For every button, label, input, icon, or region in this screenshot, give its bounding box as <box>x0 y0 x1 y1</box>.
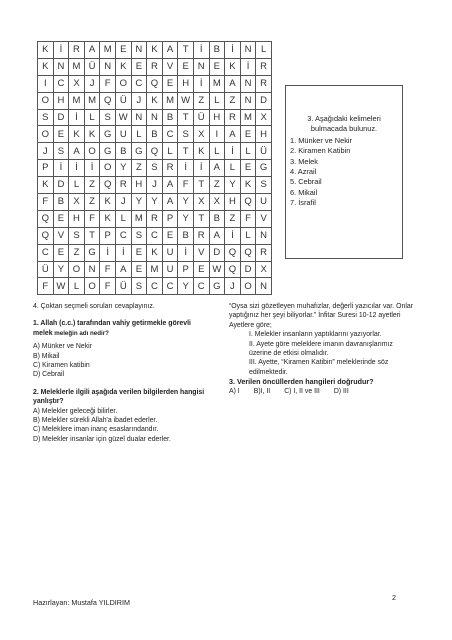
question-1-stem-tail: meleğin adı nedir? <box>52 329 109 337</box>
page-number: 2 <box>392 593 396 602</box>
grid-cell: Q <box>147 143 163 160</box>
grid-cell: T <box>84 227 100 244</box>
grid-cell: K <box>38 42 54 59</box>
grid-cell: S <box>38 109 54 126</box>
grid-cell: C <box>131 75 147 92</box>
grid-row <box>38 109 272 126</box>
grid-cell: İ <box>193 75 209 92</box>
grid-cell: B <box>147 126 163 143</box>
grid-cell: N <box>131 109 147 126</box>
grid-cell: F <box>100 278 116 295</box>
grid-cell: N <box>147 109 163 126</box>
grid-cell: Q <box>240 194 256 211</box>
grid-cell: A <box>84 42 100 59</box>
grid-cell: P <box>162 210 178 227</box>
q3-option: B)I, II <box>253 387 271 395</box>
grid-cell: W <box>178 92 194 109</box>
grid-row <box>38 194 272 211</box>
grid-cell: A <box>162 177 178 194</box>
grid-cell: O <box>69 261 85 278</box>
grid-cell: E <box>193 261 209 278</box>
grid-cell: L <box>69 278 85 295</box>
grid-cell: K <box>84 126 100 143</box>
grid-cell: Z <box>193 92 209 109</box>
grid-row <box>38 75 272 92</box>
grid-cell: F <box>38 194 54 211</box>
word-list-item: 7. İsrafil <box>290 198 316 208</box>
grid-cell: U <box>256 194 272 211</box>
grid-cell: F <box>240 210 256 227</box>
grid-cell: D <box>53 177 69 194</box>
grid-cell: S <box>131 227 147 244</box>
grid-cell: N <box>131 42 147 59</box>
grid-cell: M <box>69 58 85 75</box>
grid-cell: C <box>147 227 163 244</box>
grid-cell: W <box>115 109 131 126</box>
grid-cell: N <box>240 42 256 59</box>
grid-cell: P <box>178 261 194 278</box>
grid-cell: T <box>193 210 209 227</box>
grid-cell: Q <box>100 92 116 109</box>
grid-cell: U <box>115 126 131 143</box>
grid-cell: D <box>240 261 256 278</box>
grid-cell: J <box>225 278 241 295</box>
grid-cell: F <box>84 210 100 227</box>
grid-cell: R <box>256 75 272 92</box>
grid-cell: L <box>209 143 225 160</box>
grid-cell: F <box>178 177 194 194</box>
grid-cell: N <box>256 278 272 295</box>
grid-cell: B <box>115 143 131 160</box>
grid-cell: D <box>256 92 272 109</box>
statement-3: III. Ayette, “Kiramen Katibin” meleklerinde söz edilmektedir. <box>249 359 389 376</box>
grid-cell: İ <box>100 244 116 261</box>
grid-cell: N <box>193 58 209 75</box>
grid-cell: M <box>240 109 256 126</box>
grid-cell: Q <box>38 227 54 244</box>
q2-option: D) Melekler insanlar için güzel dualar ederler. <box>33 435 171 443</box>
q1-option: B) Mikail <box>33 352 60 360</box>
grid-cell: X <box>69 194 85 211</box>
grid-cell: N <box>240 75 256 92</box>
grid-cell: J <box>147 177 163 194</box>
grid-cell: G <box>84 244 100 261</box>
grid-cell: L <box>131 126 147 143</box>
grid-cell: L <box>115 210 131 227</box>
grid-cell: B <box>162 109 178 126</box>
grid-cell: O <box>115 75 131 92</box>
grid-cell: E <box>209 58 225 75</box>
grid-cell: H <box>69 210 85 227</box>
grid-row <box>38 126 272 143</box>
q2-option: A) Melekler geleceği bilirler. <box>33 407 118 415</box>
grid-cell: S <box>100 109 116 126</box>
grid-cell: E <box>131 58 147 75</box>
grid-cell: C <box>147 278 163 295</box>
grid-cell: I <box>209 126 225 143</box>
grid-cell: C <box>115 227 131 244</box>
grid-cell: M <box>162 92 178 109</box>
verse-intro: Ayetlere göre; <box>229 321 272 329</box>
grid-cell: K <box>147 42 163 59</box>
grid-cell: T <box>178 143 194 160</box>
grid-cell: İ <box>53 160 69 177</box>
grid-cell: D <box>209 244 225 261</box>
word-list-item: 3. Melek <box>290 156 318 166</box>
grid-cell: Z <box>84 194 100 211</box>
grid-cell: Q <box>225 244 241 261</box>
grid-row <box>38 160 272 177</box>
grid-cell: E <box>162 227 178 244</box>
grid-cell: C <box>53 75 69 92</box>
grid-cell: A <box>225 75 241 92</box>
q3-option: C) I, II ve III <box>284 387 320 395</box>
grid-cell: L <box>256 42 272 59</box>
grid-cell: Ü <box>84 58 100 75</box>
grid-cell: M <box>69 92 85 109</box>
grid-cell: Y <box>178 210 194 227</box>
grid-cell: X <box>209 194 225 211</box>
grid-cell: B <box>209 210 225 227</box>
word-list-box <box>285 85 403 259</box>
grid-cell: Y <box>178 194 194 211</box>
grid-cell: S <box>69 227 85 244</box>
q2-option: C) Meleklere iman inanç esaslarındandır. <box>33 426 159 434</box>
grid-cell: İ <box>69 160 85 177</box>
grid-cell: N <box>84 261 100 278</box>
grid-cell: W <box>209 261 225 278</box>
grid-cell: O <box>84 278 100 295</box>
grid-cell: N <box>53 58 69 75</box>
grid-cell: Q <box>225 261 241 278</box>
grid-cell: C <box>162 278 178 295</box>
grid-cell: L <box>225 160 241 177</box>
grid-cell: K <box>147 244 163 261</box>
q1-option: A) Münker ve Nekir <box>33 343 92 351</box>
grid-cell: K <box>147 92 163 109</box>
author-credit: Hazırlayan: Mustafa YILDIRIM <box>33 598 130 607</box>
grid-cell: İ <box>193 160 209 177</box>
grid-cell: A <box>115 261 131 278</box>
statement-2: II. Ayete göre meleklere imanın davranışlarımız üzerine de etkisi olmalıdır. <box>249 340 393 358</box>
grid-cell: K <box>240 177 256 194</box>
grid-cell: Z <box>209 177 225 194</box>
grid-row <box>38 261 272 278</box>
grid-cell: E <box>115 42 131 59</box>
grid-cell: A <box>162 194 178 211</box>
question-3-stem: 3. Verilen öncüllerden hangileri doğrudur? <box>229 377 374 387</box>
grid-cell: K <box>100 194 116 211</box>
grid-cell: Ü <box>256 143 272 160</box>
grid-cell: X <box>256 261 272 278</box>
grid-cell: E <box>131 261 147 278</box>
grid-cell: R <box>256 58 272 75</box>
right-column <box>229 302 413 396</box>
grid-cell: N <box>256 227 272 244</box>
grid-cell: V <box>162 58 178 75</box>
grid-cell: F <box>100 261 116 278</box>
grid-cell: İ <box>53 42 69 59</box>
grid-cell: Y <box>53 261 69 278</box>
grid-cell: L <box>162 143 178 160</box>
grid-cell: M <box>131 210 147 227</box>
grid-row <box>38 210 272 227</box>
grid-cell: O <box>84 143 100 160</box>
grid-cell: E <box>53 244 69 261</box>
grid-cell: R <box>147 58 163 75</box>
grid-cell: R <box>256 244 272 261</box>
grid-cell: Ü <box>193 109 209 126</box>
q3-option: D) III <box>333 387 349 395</box>
grid-cell: C <box>38 244 54 261</box>
grid-cell: H <box>53 92 69 109</box>
grid-cell: E <box>240 126 256 143</box>
grid-cell: Q <box>240 244 256 261</box>
question-1 <box>33 319 208 338</box>
grid-cell: G <box>100 126 116 143</box>
verse-quote: “Oysa sizi gözetleyen muhafızlar, değerli yazıcılar var. Onlar yaptığınız her şeyi biliyorlar.” İnfitar Suresi 10-12 ayetleri <box>229 303 413 320</box>
word-list-instruction: 3. Aşağıdaki kelimeleri bulmacada bulunuz. <box>307 114 381 134</box>
grid-cell: N <box>100 58 116 75</box>
grid-cell: A <box>209 227 225 244</box>
grid-cell: I <box>38 75 54 92</box>
grid-row <box>38 143 272 160</box>
grid-cell: G <box>100 143 116 160</box>
grid-cell: K <box>38 58 54 75</box>
grid-cell: İ <box>193 42 209 59</box>
grid-cell: İ <box>178 244 194 261</box>
q3-option: A) I <box>229 387 240 395</box>
grid-cell: İ <box>225 42 241 59</box>
grid-cell: E <box>178 58 194 75</box>
grid-cell: J <box>38 143 54 160</box>
grid-cell: V <box>256 210 272 227</box>
grid-cell: P <box>100 227 116 244</box>
grid-cell: L <box>240 227 256 244</box>
grid-cell: T <box>178 42 194 59</box>
grid-row <box>38 58 272 75</box>
q1-option: D) Cebrail <box>33 371 65 379</box>
grid-row <box>38 278 272 295</box>
grid-cell: İ <box>115 244 131 261</box>
grid-cell: X <box>256 109 272 126</box>
grid-cell: Z <box>69 244 85 261</box>
grid-cell: J <box>84 75 100 92</box>
grid-cell: G <box>256 160 272 177</box>
word-list-item: 6. Mikail <box>290 187 318 197</box>
grid-cell: V <box>53 227 69 244</box>
word-list-item: 1. Münker ve Nekir <box>290 135 353 145</box>
grid-cell: H <box>225 194 241 211</box>
grid-cell: M <box>100 42 116 59</box>
grid-cell: A <box>69 143 85 160</box>
grid-cell: R <box>193 227 209 244</box>
question-1-stem: 1. Allah (c.c.) tarafından vahiy getirmekle görevli melek <box>33 320 191 337</box>
grid-cell: H <box>178 75 194 92</box>
grid-cell: L <box>209 92 225 109</box>
question-2-stem: 2. Meleklerle ilgili aşağıda verilen bilgilerden hangisi yanlıştır? <box>33 388 205 406</box>
word-list-item: 5. Cebrail <box>290 177 322 187</box>
grid-cell: X <box>193 194 209 211</box>
grid-cell: İ <box>225 227 241 244</box>
grid-cell: Ü <box>115 92 131 109</box>
grid-cell: E <box>240 160 256 177</box>
grid-cell: R <box>162 160 178 177</box>
grid-cell: C <box>193 278 209 295</box>
grid-cell: L <box>240 143 256 160</box>
grid-cell: H <box>131 177 147 194</box>
grid-cell: U <box>162 261 178 278</box>
grid-cell: C <box>162 126 178 143</box>
grid-cell: A <box>162 42 178 59</box>
grid-cell: U <box>162 244 178 261</box>
grid-cell: D <box>53 109 69 126</box>
grid-cell: Y <box>115 160 131 177</box>
question-3-options <box>229 387 413 396</box>
grid-cell: A <box>209 160 225 177</box>
grid-cell: F <box>38 278 54 295</box>
word-list-item: 2. Kiramen Katibin <box>290 146 351 156</box>
grid-cell: Q <box>100 177 116 194</box>
q2-option: B) Melekler sürekli Allah'a ibadet ederler. <box>33 417 158 425</box>
grid-cell: R <box>115 177 131 194</box>
grid-cell: E <box>53 210 69 227</box>
grid-cell: H <box>256 126 272 143</box>
grid-cell: L <box>84 109 100 126</box>
grid-cell: İ <box>240 58 256 75</box>
grid-cell: J <box>115 194 131 211</box>
word-search-grid <box>37 41 272 295</box>
grid-cell: İ <box>69 109 85 126</box>
q1-option: C) Kiramen katibin <box>33 362 90 370</box>
grid-cell: S <box>131 278 147 295</box>
grid-cell: S <box>178 126 194 143</box>
grid-cell: Q <box>38 210 54 227</box>
grid-cell: J <box>131 92 147 109</box>
grid-cell: O <box>240 278 256 295</box>
grid-cell: V <box>193 244 209 261</box>
grid-cell: T <box>178 109 194 126</box>
grid-cell: R <box>147 210 163 227</box>
grid-cell: Y <box>147 194 163 211</box>
grid-cell: K <box>225 58 241 75</box>
grid-cell: Z <box>225 92 241 109</box>
statement-1: I. Melekler insanların yaptıklarını yazıyorlar. <box>249 331 382 339</box>
grid-row <box>38 244 272 261</box>
grid-cell: T <box>193 177 209 194</box>
grid-cell: B <box>209 42 225 59</box>
section-heading: 4. Çoktan seçmeli soruları cevaplayınız. <box>33 303 155 310</box>
grid-cell: R <box>69 42 85 59</box>
grid-cell: B <box>53 194 69 211</box>
grid-cell: M <box>209 75 225 92</box>
grid-cell: K <box>69 126 85 143</box>
grid-cell: N <box>240 92 256 109</box>
grid-cell: E <box>53 126 69 143</box>
grid-cell: İ <box>178 160 194 177</box>
grid-cell: M <box>147 261 163 278</box>
grid-cell: Z <box>84 177 100 194</box>
grid-cell: Z <box>131 160 147 177</box>
grid-cell: B <box>178 227 194 244</box>
grid-cell: Y <box>178 278 194 295</box>
grid-cell: K <box>193 143 209 160</box>
grid-cell: Ü <box>38 261 54 278</box>
grid-cell: W <box>53 278 69 295</box>
grid-cell: O <box>38 126 54 143</box>
grid-cell: İ <box>225 143 241 160</box>
grid-cell: S <box>53 143 69 160</box>
grid-cell: A <box>225 126 241 143</box>
grid-cell: Ü <box>115 278 131 295</box>
grid-cell: K <box>38 177 54 194</box>
grid-cell: G <box>131 143 147 160</box>
left-column <box>33 302 208 444</box>
grid-cell: X <box>69 75 85 92</box>
grid-cell: Y <box>131 194 147 211</box>
grid-cell: F <box>100 75 116 92</box>
grid-cell: K <box>115 58 131 75</box>
grid-cell: Q <box>147 75 163 92</box>
grid-row <box>38 42 272 59</box>
grid-cell: Y <box>225 177 241 194</box>
grid-cell: M <box>84 92 100 109</box>
grid-cell: İ <box>84 160 100 177</box>
grid-cell: L <box>69 177 85 194</box>
grid-cell: H <box>209 109 225 126</box>
grid-cell: Z <box>225 210 241 227</box>
grid-cell: E <box>162 75 178 92</box>
grid-cell: E <box>131 244 147 261</box>
grid-cell: G <box>209 278 225 295</box>
grid-row <box>38 177 272 194</box>
grid-cell: K <box>100 210 116 227</box>
grid-cell: O <box>100 160 116 177</box>
word-list-item: 4. Azrail <box>290 167 317 177</box>
grid-cell: S <box>147 160 163 177</box>
grid-row <box>38 92 272 109</box>
grid-cell: X <box>193 126 209 143</box>
grid-cell: S <box>256 177 272 194</box>
grid-row <box>38 227 272 244</box>
grid-cell: P <box>38 160 54 177</box>
grid-cell: O <box>38 92 54 109</box>
grid-cell: R <box>225 109 241 126</box>
